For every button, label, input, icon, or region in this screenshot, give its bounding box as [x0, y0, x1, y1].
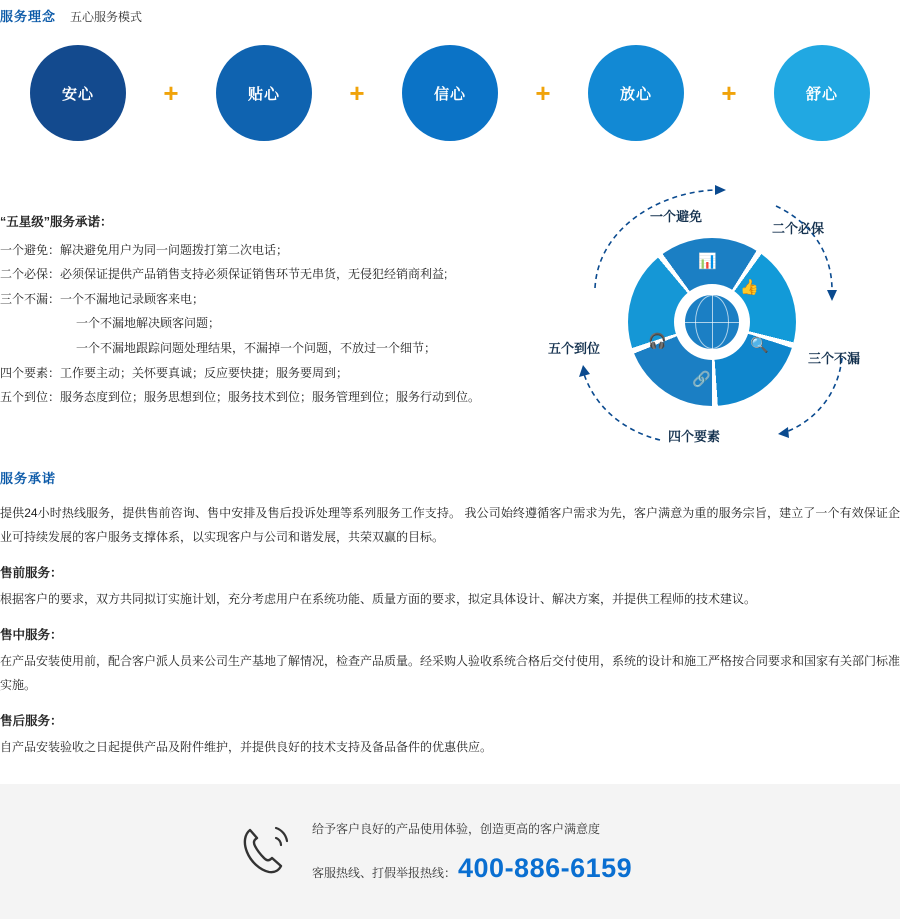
promise-line-7: 五个到位：服务态度到位；服务思想到位；服务技术到位；服务管理到位；服务行动到位。: [0, 390, 481, 405]
wheel-center: [674, 284, 750, 360]
service-concept-header: [0, 6, 142, 25]
in-sales-body: 在产品安装使用前，配合客户派人员来公司生产基地了解情况，检查产品质量。经采购人验收系统合格后交付使用，系统的设计和施工严格按合同要求和国家有关部门标准实施。: [0, 654, 900, 692]
promise-line-6: 四个要素：工作要主动；关怀要真诚；反应要快捷；服务要周到；: [0, 365, 349, 380]
wheel-label-left: 五个到位: [548, 341, 601, 356]
promise-title: “五星级”服务承诺：: [0, 215, 113, 229]
footer-phone-number[interactable]: 400-886-6159: [458, 852, 633, 883]
wheel-label-top: 一个避免: [650, 209, 703, 224]
footer-slogan: 给予客户良好的产品使用体验，创造更高的客户满意度: [312, 821, 601, 836]
concept-circle-2: [216, 45, 312, 141]
chart-icon: 📊: [698, 253, 717, 270]
phone-icon: [236, 818, 294, 885]
after-sales-heading: 售后服务：: [0, 714, 63, 728]
thumbs-up-icon: 👍: [740, 279, 759, 296]
footer-hotline-label: 客服热线、打假举报热线：: [312, 865, 457, 880]
concept-circle-3: [402, 45, 498, 141]
wheel-label-bottom: 四个要素: [668, 429, 721, 444]
plus-separator-4: +: [721, 78, 737, 108]
footer-text: [312, 820, 632, 884]
plus-separator-1: +: [163, 78, 179, 108]
concept-circle-4: [588, 45, 684, 141]
in-sales-heading: 售中服务：: [0, 628, 63, 642]
concept-circle-label: 放心: [619, 85, 652, 103]
concept-circle-label: 贴心: [247, 85, 280, 103]
promise-line-3: 三个不漏：一个不漏地记录顾客来电；: [0, 291, 205, 306]
wheel-label-right: 三个不漏: [808, 351, 861, 366]
concept-circle-label: 安心: [61, 85, 94, 103]
promise-line-5: 一个不漏地跟踪问题处理结果，不漏掉一个问题，不放过一个细节；: [76, 341, 437, 355]
after-sales-body: 自产品安装验收之日起提供产品及附件维护，并提供良好的技术支持及备品备件的优惠供应。: [0, 740, 493, 754]
concept-circle-1: [30, 45, 126, 141]
pre-sales-heading: 售前服务：: [0, 566, 63, 580]
wheel-donut: [628, 238, 796, 406]
five-hearts-diagram: [30, 40, 870, 146]
concept-circle-5: [774, 45, 870, 141]
pre-sales-body: 根据客户的要求，双方共同拟订实施计划，充分考虑用户在系统功能、质量方面的要求，拟定具体设计、解决方案，并提供工程师的技术建议。: [0, 592, 757, 606]
section-title-concept: 服务理念: [0, 9, 57, 24]
five-star-promise: [0, 210, 530, 410]
promise-line-2: 二个必保：必须保证提供产品销售支持必须保证销售环节无串货，无侵犯经销商利益;: [0, 267, 448, 282]
concept-circle-label: 信心: [433, 85, 466, 103]
search-icon: 🔍: [750, 337, 769, 354]
section-title-commitment: 服务承诺: [0, 471, 57, 486]
service-wheel-diagram: [540, 168, 900, 458]
commitment-intro: 提供24小时热线服务，提供售前咨询、售中安排及售后投诉处理等系列服务工作支持。 我公司始终遵循客户需求为先，客户满意为重的服务宗旨，建立了一个有效保证企业可持续发展的客户服务支撑体系，以实现客户与公司和谐发展，共荣双赢的目标。: [0, 506, 900, 544]
service-commitment-section: [0, 468, 900, 773]
footer-bar: [0, 784, 900, 919]
concept-circle-label: 舒心: [805, 85, 838, 103]
plus-separator-3: +: [535, 78, 551, 108]
headset-icon: 🎧: [648, 333, 667, 350]
plus-separator-2: +: [349, 78, 365, 108]
wheel-label-top-right: 二个必保: [772, 221, 825, 236]
promise-line-4: 一个不漏地解决顾客问题；: [76, 316, 221, 331]
footer-hotline-row: [312, 853, 632, 884]
section-subtitle-concept: 五心服务模式: [70, 10, 143, 24]
globe-icon: [685, 295, 739, 349]
link-icon: 🔗: [692, 371, 711, 388]
promise-line-1: 一个避免：解决避免用户为同一问题拨打第二次电话；: [0, 242, 289, 257]
